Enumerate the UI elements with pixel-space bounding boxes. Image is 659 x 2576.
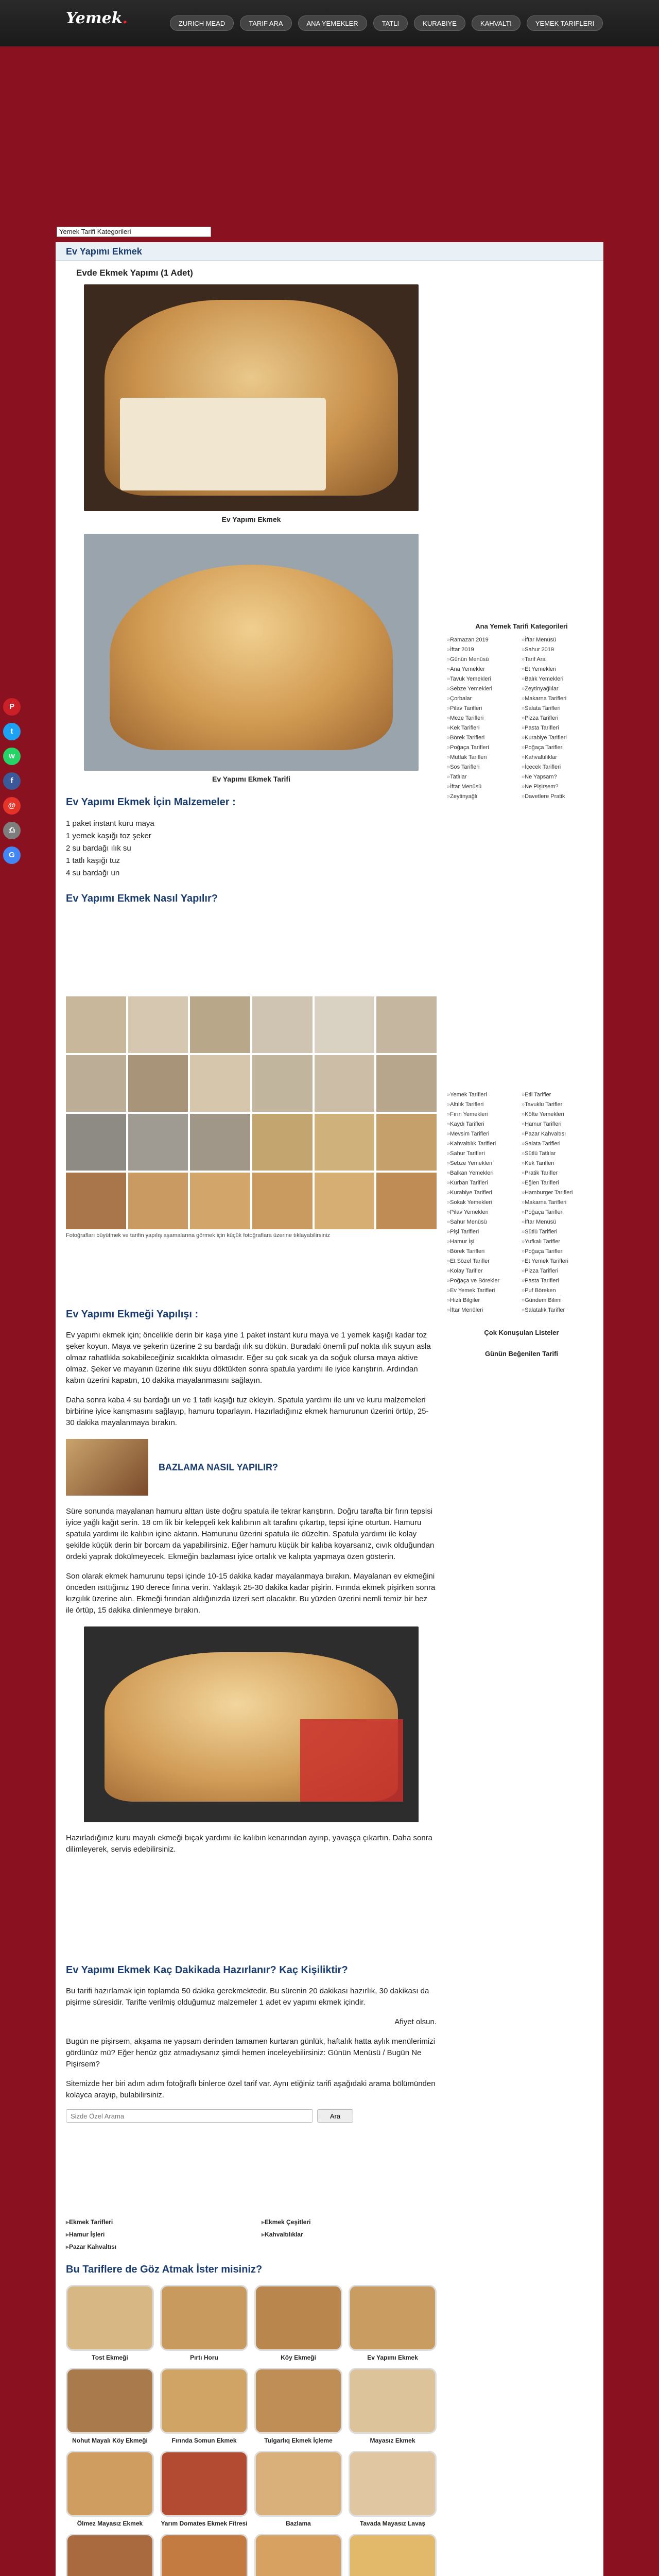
sidebar-category-link[interactable]: » Salata Tarifleri xyxy=(522,704,596,714)
sidebar-category-link[interactable]: » Etli Tarifler xyxy=(522,1090,596,1100)
sidebar-category-link[interactable]: » Kurabiye Tarifleri xyxy=(522,733,596,743)
photo-caption-2: Ev Yapımı Ekmek Tarifi xyxy=(212,775,290,783)
suggestion-card[interactable] xyxy=(349,2451,437,2528)
sidebar-category-link[interactable]: » Meze Tarifleri xyxy=(447,714,522,723)
sidebar-category-link[interactable]: » Hamur Tarifleri xyxy=(522,1120,596,1129)
sidebar-category-link[interactable]: » Hızlı Bilgiler xyxy=(447,1296,522,1306)
sidebar-category-link[interactable]: » Pilav Tarifleri xyxy=(447,704,522,714)
step-photo[interactable] xyxy=(66,996,126,1053)
sidebar-category-link[interactable]: » Sütlü Tatlılar xyxy=(522,1149,596,1159)
facebook-icon[interactable]: f xyxy=(3,772,21,790)
sidebar-category-link[interactable]: » Pişi Tarifleri xyxy=(447,1227,522,1237)
step-paragraph: Daha sonra kaba 4 su bardağı un ve 1 tatlı kaşığı tuz ekleyin. Spatula yardımı ile unı ve kuru malzemeleri birbirine iyice karışmasını sağlayıp, hamuru toparlayın. Hazırladığınız ekmek hamurunun üzerini örtüp, 25-30 dakika mayalanmaya bırakın. xyxy=(66,1396,429,1427)
step-photo[interactable] xyxy=(128,1114,188,1171)
sidebar-category-link[interactable]: » Poğaça Tarifleri xyxy=(447,743,522,753)
step-photo[interactable] xyxy=(128,1173,188,1229)
nav-item-breakfast[interactable]: KAHVALTI xyxy=(472,15,521,31)
sidebar-category-link[interactable]: » Köfte Yemekleri xyxy=(522,1110,596,1120)
card-image xyxy=(254,2451,342,2517)
share-bar xyxy=(0,698,21,871)
sidebar-category-link[interactable]: » Sos Tarifleri xyxy=(447,762,522,772)
sidebar-category-link[interactable]: » Mutfak Tarifleri xyxy=(447,753,522,762)
tag-link[interactable]: ▸ Ekmek Tarifleri xyxy=(66,2218,241,2226)
card-title: Ölmez Mayasız Ekmek xyxy=(77,2520,143,2527)
bread-photo-3[interactable] xyxy=(84,1626,419,1822)
sidebar-category-link[interactable]: » Börek Tarifleri xyxy=(447,733,522,743)
card-image xyxy=(349,2451,437,2517)
print-icon[interactable]: ⎙ xyxy=(3,822,21,839)
sidebar-category-link[interactable]: » Mevsim Tarifleri xyxy=(447,1129,522,1139)
card-image xyxy=(160,2534,248,2576)
sidebar-category-link[interactable]: » Hamburger Tarifleri xyxy=(522,1188,596,1198)
sidebar-category-link[interactable]: » Sebze Yemekleri xyxy=(447,1159,522,1168)
card-title: Nohut Mayalı Köy Ekmeği xyxy=(72,2437,148,2444)
sidebar-category-link[interactable]: » Poğaça Tarifleri xyxy=(522,1208,596,1217)
card-image xyxy=(349,2285,437,2351)
card-image xyxy=(160,2451,248,2517)
step-photo[interactable] xyxy=(190,1173,250,1229)
bread-photo-1[interactable] xyxy=(84,284,419,511)
suggestion-card[interactable] xyxy=(66,2534,154,2576)
step-photo[interactable] xyxy=(315,1055,375,1112)
grid-note: Fotoğrafları büyütmek ve tarifin yapılış aşamalarına görmek için küçük fotoğraflara üzerine tıklayabilirsiniz xyxy=(66,1232,330,1239)
sidebar-category-link[interactable]: » İftar Menüsü xyxy=(522,635,596,645)
ingredient-item: 2 su bardağı ılık su xyxy=(66,844,131,853)
bread-loaf-shape xyxy=(110,565,393,750)
sidebar-category-link[interactable]: » İçecek Tarifleri xyxy=(522,762,596,772)
sidebar-category-link[interactable]: » Ev Yemek Tarifleri xyxy=(447,1286,522,1296)
sidebar-category-link[interactable]: » Çorbalar xyxy=(447,694,522,704)
step-photo[interactable] xyxy=(376,1114,437,1171)
card-title: Tulgarlıq Ekmek İçleme xyxy=(264,2437,333,2444)
sidebar-category-link[interactable]: » İftar 2019 xyxy=(447,645,522,655)
sidebar-category-link[interactable]: » Kahvaltılıklar xyxy=(522,753,596,762)
sidebar-category-link[interactable]: » Poğaça Tarifleri xyxy=(522,743,596,753)
sidebar-title: Ana Yemek Tarifi Kategorileri xyxy=(475,622,568,630)
twitter-icon[interactable]: t xyxy=(3,723,21,740)
step-photo[interactable] xyxy=(376,1055,437,1112)
step-paragraph: Hazırladığınız kuru mayalı ekmeği bıçak yardımı ile kalıbın kenarından ayırıp, yavaşça çıkartın. Daha sonra dilimleyerek, servis edebilirsiniz. xyxy=(66,1834,432,1854)
card-image xyxy=(160,2285,248,2351)
sidebar-category-link[interactable]: » Tavuk Yemekleri xyxy=(447,674,522,684)
step-photo[interactable] xyxy=(190,996,250,1053)
step-photo[interactable] xyxy=(66,1173,126,1229)
related-recipe-thumb xyxy=(66,1439,148,1496)
step-photo[interactable] xyxy=(252,1114,313,1171)
ingredient-item: 1 paket instant kuru maya xyxy=(66,819,154,828)
related-recipe-label: BAZLAMA NASIL YAPILIR? xyxy=(159,1462,279,1472)
main-nav xyxy=(170,15,603,31)
step-photo[interactable] xyxy=(66,1055,126,1112)
sidebar-category-link[interactable]: » Börek Tarifleri xyxy=(447,1247,522,1257)
sidebar-category-link[interactable]: » Pasta Tarifleri xyxy=(522,1276,596,1286)
card-title: Ev Yapımı Ekmek xyxy=(367,2354,418,2361)
tablecloth-shape xyxy=(300,1719,403,1802)
sidebar-category-link[interactable]: » Yemek Tarifleri xyxy=(447,1090,522,1100)
card-image xyxy=(254,2534,342,2576)
recipe-page xyxy=(56,242,603,2576)
time-paragraph: Sitemizde her biri adım adım fotoğraflı binlerce özel tarif var. Aynı etiğiniz tarifi aşağıdaki arama bölümünden kolayca arayıp, bulabilirsiniz. xyxy=(66,2079,436,2099)
sidebar-category-link[interactable]: » Et Sözel Tarifler xyxy=(447,1257,522,1266)
ingredients-heading: Ev Yapımı Ekmek İçin Malzemeler : xyxy=(66,796,236,808)
sidebar-category-link[interactable]: » Sahur Menüsü xyxy=(447,1217,522,1227)
ingredient-item: 1 tatlı kaşığı tuz xyxy=(66,856,120,865)
sidebar xyxy=(447,618,596,1363)
ad-space xyxy=(66,1239,437,1295)
nav-item-home[interactable]: ZURICH MEAD xyxy=(170,15,234,31)
card-title: Mayasız Ekmek xyxy=(370,2437,415,2444)
step-paragraph: Süre sonunda mayalanan hamuru alttan üste doğru spatula ile tekrar karıştırın. Doğru tarafta bir fırın tepsisi iyice yağlı kağıt serin. 18 cm lik bir kelepçeli kek kalıbının alt tarafını çıkartıp, tepsi içine oturtun. Hamuru spatula yardımı ile kalıbın içine aktarın. Hamurunu üzerini spatula ile düzeltin. Spatula yardımı ile kolay şekilde küçük derin bir borcam da yapabilirsiniz. Eğer hamuru küçük bir kalıba koyarsanız, cıvık olduğundan ördeki yaprak dökülmeyecek. Ekmeğin bazlaması iyice ortalık ve kalıpta yapmaya özen gösterin. xyxy=(66,1507,435,1561)
sidebar-category-link[interactable]: » Fırın Yemekleri xyxy=(447,1110,522,1120)
steps-heading: Ev Yapımı Ekmeği Yapılışı : xyxy=(66,1309,199,1320)
logo-text: Yemek xyxy=(66,9,123,27)
sidebar-category-link[interactable]: » Zeytinyağlı xyxy=(447,792,522,802)
suggestion-card[interactable] xyxy=(349,2534,437,2576)
sidebar-category-link[interactable]: » Balkan Yemekleri xyxy=(447,1168,522,1178)
sidebar-category-link[interactable]: » Kek Tarifleri xyxy=(447,723,522,733)
card-title: Bazlama xyxy=(286,2520,311,2527)
tag-link[interactable]: ▸ Kahvaltılıklar xyxy=(262,2231,437,2238)
sidebar-category-link[interactable]: » Pazar Kahvaltısı xyxy=(522,1129,596,1139)
step-photo[interactable] xyxy=(128,1055,188,1112)
card-image xyxy=(160,2368,248,2434)
step-photo[interactable] xyxy=(315,1173,375,1229)
sidebar-category-link[interactable]: » Makarna Tarifleri xyxy=(522,1198,596,1208)
sidebar-category-link[interactable]: » Davetlere Pratik xyxy=(522,792,596,802)
author-note: Afiyet olsun. xyxy=(394,2018,437,2026)
sidebar-category-link[interactable]: » Poğaça Tarifleri xyxy=(522,1247,596,1257)
sidebar-category-link[interactable]: » Poğaça ve Börekler xyxy=(447,1276,522,1286)
tag-link[interactable]: ▸ Hamur İşleri xyxy=(66,2231,241,2238)
step-photo[interactable] xyxy=(128,996,188,1053)
step-photo[interactable] xyxy=(190,1114,250,1171)
sidebar-category-link[interactable]: » Sahur Tarifleri xyxy=(447,1149,522,1159)
sidebar-category-link[interactable]: » Eğlen Tarifleri xyxy=(522,1178,596,1188)
sidebar-category-link[interactable]: » Kaydı Tarifleri xyxy=(447,1120,522,1129)
nav-item-main-dishes[interactable]: ANA YEMEKLER xyxy=(298,15,367,31)
sidebar-category-link[interactable]: » Puf Böreken xyxy=(522,1286,596,1296)
card-image xyxy=(254,2368,342,2434)
page-title: Ev Yapımı Ekmek xyxy=(56,242,603,261)
sidebar-category-link[interactable]: » İftar Menüsü xyxy=(522,1217,596,1227)
sidebar-category-link[interactable]: » Et Yemekleri xyxy=(522,665,596,674)
card-image xyxy=(66,2534,154,2576)
time-paragraph: Bu tarifi hazırlamak için toplamda 50 dakika gerekmektedir. Bu sürenin 20 dakikası hazırlık, 30 dakikası da pişirme süresidir. Tarifte verilmiş olduğumuz malzemeler 1 adet ev yapımı ekmek içindir. xyxy=(66,1987,429,2007)
step-photo[interactable] xyxy=(66,1114,126,1171)
how-heading: Ev Yapımı Ekmek Nasıl Yapılır? xyxy=(66,893,218,904)
card-title: Tost Ekmeği xyxy=(92,2354,128,2361)
sidebar-category-link[interactable]: » Kurabiye Tarifleri xyxy=(447,1188,522,1198)
time-paragraph: Bugün ne pişirsem, akşama ne yapsam derinden tamamen kurtaran günlük, haftalık hatta aylık menülerimizi gördünüz mü? Eğer henüz göz atmadıysanız şimdi hemen inceleyebilirsiniz: Günün Menüsü / Bugün Ne Pişirsem? xyxy=(66,2037,436,2069)
ingredient-item: 1 yemek kaşığı toz şeker xyxy=(66,832,151,840)
whatsapp-icon[interactable]: w xyxy=(3,748,21,765)
suggestion-cards xyxy=(66,2285,437,2576)
search-button[interactable]: Ara xyxy=(317,2109,353,2123)
recipe-search xyxy=(66,2109,437,2123)
sidebar-title: Günün Beğenilen Tarifi xyxy=(484,1350,559,1358)
card-title: Fırında Somun Ekmek xyxy=(171,2437,237,2444)
step-paragraph: Ev yapımı ekmek için; öncelikle derin bir kaşa yine 1 paket instant kuru maya ve 1 yemek kaşığı kadar toz şeker koyun. Maya ve şekerin üzerine 2 su bardağı ılık su dökün. Buradaki önemli puf nokta ılık suyun asla olmaz rahatlıkla sokabileceğiniz sıcaklıkta olmasıdır. Eğer su çok sıcak ya da soğuk olursa maya aktive olmaz. Şeker ve mayanın üzerine ılık suyu döktükten sonra spatula yardımı ile iyice karıştırın. Ardından kabın üzerini kapatın, 10 dakika mayalanmasını sağlayın. xyxy=(66,1331,431,1385)
step-photo[interactable] xyxy=(252,1055,313,1112)
sidebar-category-link[interactable]: » İftar Menüleri xyxy=(447,1306,522,1315)
card-image xyxy=(66,2285,154,2351)
ad-space xyxy=(66,2131,437,2208)
step-photo[interactable] xyxy=(315,996,375,1053)
step-photo[interactable] xyxy=(376,1173,437,1229)
card-image xyxy=(349,2368,437,2434)
sidebar-category-link[interactable]: » Sahur 2019 xyxy=(522,645,596,655)
ad-space xyxy=(66,914,437,986)
tag-link[interactable]: ▸ Ekmek Çeşitleri xyxy=(262,2218,437,2226)
suggestion-card[interactable] xyxy=(160,2368,248,2445)
suggestion-card[interactable] xyxy=(160,2534,248,2576)
sidebar-category-link[interactable]: » Pasta Tarifleri xyxy=(522,723,596,733)
sidebar-category-list xyxy=(447,635,596,802)
logo-dot: . xyxy=(122,9,128,27)
site-header xyxy=(0,0,659,46)
tag-link[interactable]: ▸ Pazar Kahvaltısı xyxy=(66,2243,241,2250)
nav-item-search[interactable]: TARIF ARA xyxy=(240,15,291,31)
sidebar-category-link[interactable]: » Yufkalı Tarifler xyxy=(522,1237,596,1247)
suggestion-card[interactable] xyxy=(254,2451,342,2528)
ingredients-list xyxy=(66,818,437,879)
sidebar-category-link[interactable]: » Pizza Tarifleri xyxy=(522,1266,596,1276)
bread-photo-2[interactable] xyxy=(84,534,419,771)
sidebar-category-link[interactable]: » Sütlü Tarifleri xyxy=(522,1227,596,1237)
site-logo[interactable] xyxy=(66,9,128,35)
background-band xyxy=(0,46,659,232)
suggestion-card[interactable] xyxy=(349,2368,437,2445)
sidebar-category-link[interactable]: » Balık Yemekleri xyxy=(522,674,596,684)
nav-item-recipes[interactable]: YEMEK TARIFLERI xyxy=(527,15,603,31)
sidebar-category-link[interactable]: » Makarna Tarifleri xyxy=(522,694,596,704)
category-select[interactable]: Yemek Tarifi Kategorileri xyxy=(57,227,211,237)
card-title: Yarım Domates Ekmek Fitresi xyxy=(161,2520,248,2527)
suggestion-card[interactable] xyxy=(66,2368,154,2445)
suggestion-card[interactable] xyxy=(160,2451,248,2528)
sidebar-category-link[interactable]: » Altılık Tarifleri xyxy=(447,1100,522,1110)
suggestion-card[interactable] xyxy=(66,2451,154,2528)
sidebar-category-link[interactable]: » Tatlılar xyxy=(447,772,522,782)
step-photo[interactable] xyxy=(376,996,437,1053)
sidebar-category-link[interactable]: » Ne Yapsam? xyxy=(522,772,596,782)
ingredient-item: 4 su bardağı un xyxy=(66,869,120,877)
sidebar-category-link[interactable]: » Günün Menüsü xyxy=(447,655,522,665)
sidebar-category-link[interactable]: » Kek Tarifleri xyxy=(522,1159,596,1168)
pinterest-icon[interactable]: P xyxy=(3,698,21,716)
google-icon[interactable]: G xyxy=(3,846,21,864)
sidebar-category-link[interactable]: » Tavuklu Tarifler xyxy=(522,1100,596,1110)
sidebar-category-link[interactable]: » Pratik Tarifler xyxy=(522,1168,596,1178)
card-title: Tavada Mayasız Lavaş xyxy=(359,2520,426,2527)
recipe-subtitle: Evde Ekmek Yapımı (1 Adet) xyxy=(76,268,193,278)
sidebar-category-link[interactable]: » Sokak Yemekleri xyxy=(447,1198,522,1208)
sidebar-category-link[interactable]: » Hamur İşi xyxy=(447,1237,522,1247)
card-image xyxy=(254,2285,342,2351)
card-image xyxy=(66,2451,154,2517)
sidebar-category-link[interactable]: » Kolay Tarifler xyxy=(447,1266,522,1276)
time-heading: Ev Yapımı Ekmek Kaç Dakikada Hazırlanır? Kaç Kişiliktir? xyxy=(66,1964,348,1976)
nav-item-desserts[interactable]: TATLI xyxy=(373,15,408,31)
photo-caption-1: Ev Yapımı Ekmek xyxy=(221,515,281,523)
step-photo[interactable] xyxy=(190,1055,250,1112)
sidebar-category-link[interactable]: » Ana Yemekler xyxy=(447,665,522,674)
tag-list xyxy=(66,2218,437,2250)
sidebar-category-link[interactable]: » İftar Menüsü xyxy=(447,782,522,792)
sidebar-category-list xyxy=(447,1090,596,1315)
step-photo[interactable] xyxy=(252,996,313,1053)
bread-slice-shape xyxy=(120,398,326,490)
card-title: Pırtı Horu xyxy=(190,2354,218,2361)
sidebar-category-link[interactable]: » Ramazan 2019 xyxy=(447,635,522,645)
ad-space xyxy=(447,802,596,1090)
sidebar-category-link[interactable]: » Tarif Ara xyxy=(522,655,596,665)
suggestions-heading: Bu Tariflere de Göz Atmak İster misiniz? xyxy=(66,2264,263,2275)
sidebar-category-link[interactable]: » Pilav Yemekleri xyxy=(447,1208,522,1217)
sidebar-category-link[interactable]: » Kurban Tarifleri xyxy=(447,1178,522,1188)
sidebar-category-link[interactable]: » Kahvaltılık Tarifleri xyxy=(447,1139,522,1149)
sidebar-category-link[interactable]: » Salatalık Tarifler xyxy=(522,1306,596,1315)
sidebar-category-link[interactable]: » Gündem Bilimi xyxy=(522,1296,596,1306)
sidebar-category-link[interactable]: » Pizza Tarifleri xyxy=(522,714,596,723)
sidebar-category-link[interactable]: » Ne Pişirsem? xyxy=(522,782,596,792)
suggestion-card[interactable] xyxy=(254,2534,342,2576)
suggestion-card[interactable] xyxy=(254,2285,342,2362)
step-photo[interactable] xyxy=(315,1114,375,1171)
step-photo-grid xyxy=(66,996,437,1229)
step-photo[interactable] xyxy=(252,1173,313,1229)
sidebar-category-link[interactable]: » Salata Tarifleri xyxy=(522,1139,596,1149)
search-input[interactable] xyxy=(66,2109,313,2123)
suggestion-card[interactable] xyxy=(66,2285,154,2362)
recipe-content xyxy=(66,263,437,2576)
card-title: Köy Ekmeği xyxy=(281,2354,316,2361)
related-recipe-link[interactable] xyxy=(66,1439,437,1496)
sidebar-category-link[interactable]: » Zeytinyağlılar xyxy=(522,684,596,694)
sidebar-title: Çok Konuşulan Listeler xyxy=(484,1329,559,1336)
step-paragraph: Son olarak ekmek hamurunu tepsi içinde 10-15 dakika kadar mayalanmaya bırakın. Mayalanan ev ekmeğini önceden ısıttığınız 190 derece fırına verin. Yaklaşık 25-30 dakika kadar pişirin. Fırında ekmek pişirken sonra kızgılık üzerine alın. Ekmeği fırından aldığınızda üzeri sert olacaktır. Bu yüzden üzerini nemli temiz bir bez ile örtüp, 15 dakika dinlenmeye bırakın. xyxy=(66,1572,436,1615)
sidebar-category-link[interactable]: » Sebze Yemekleri xyxy=(447,684,522,694)
mail-icon[interactable]: @ xyxy=(3,797,21,815)
sidebar-category-link[interactable]: » Et Yemek Tarifleri xyxy=(522,1257,596,1266)
suggestion-card[interactable] xyxy=(254,2368,342,2445)
ad-space xyxy=(66,1863,437,1951)
card-image xyxy=(66,2368,154,2434)
card-image xyxy=(349,2534,437,2576)
suggestion-card[interactable] xyxy=(160,2285,248,2362)
suggestion-card[interactable] xyxy=(349,2285,437,2362)
nav-item-cookies[interactable]: KURABIYE xyxy=(414,15,465,31)
